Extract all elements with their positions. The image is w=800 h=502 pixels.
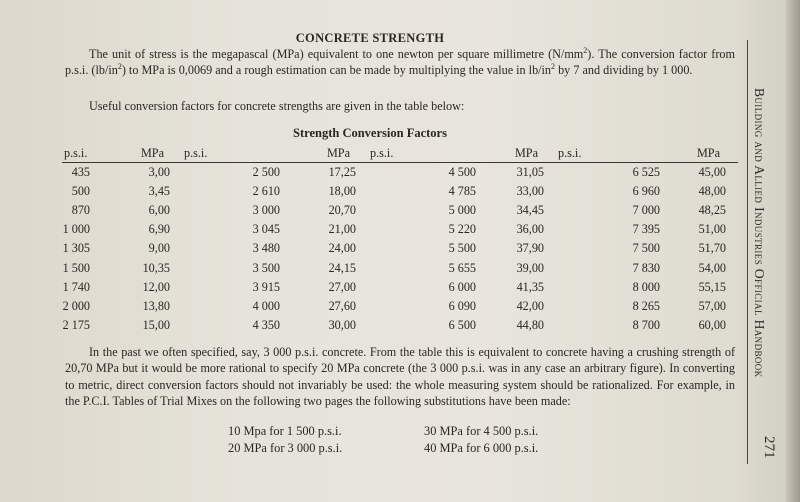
cell-mpa: 31,05: [516, 165, 544, 180]
column-header-psi: p.s.i.: [556, 145, 674, 163]
table-header-row: [62, 145, 738, 163]
cell-psi: 1 305: [62, 241, 90, 256]
intro-text-3: ) to MPa is 0,0069 and a rough estimation can be made by multiplying the value in lb/in: [121, 63, 552, 78]
substitution-item: 40 MPa for 6 000 p.s.i.: [424, 441, 539, 455]
cell-psi: 8 265: [632, 298, 660, 313]
cell-psi: 7 830: [632, 260, 660, 275]
cell-psi: 3 045: [252, 222, 280, 237]
cell-psi: 6 000: [448, 279, 476, 294]
page-gutter: [786, 0, 800, 502]
cell-mpa: 12,00: [142, 279, 170, 294]
cell-psi: 3 000: [252, 203, 280, 218]
cell-mpa: 9,00: [148, 241, 170, 256]
cell-mpa: 21,00: [328, 222, 356, 237]
cell-psi: 870: [71, 203, 90, 218]
superscript-2: 2: [117, 62, 122, 72]
cell-mpa: 6,90: [148, 222, 170, 237]
cell-mpa: 54,00: [698, 260, 726, 275]
intro-text-4: by 7 and dividing by 1 000.: [555, 63, 693, 78]
cell-psi: 7 395: [632, 222, 660, 237]
cell-mpa: 30,00: [328, 317, 356, 332]
column-header-psi: p.s.i.: [368, 145, 490, 163]
intro-text-2: ). The conversion factor from p.s.i. (lb/in: [65, 47, 735, 78]
cell-psi: 5 220: [448, 222, 476, 237]
cell-mpa: 34,45: [516, 203, 544, 218]
cell-psi: 5 000: [448, 203, 476, 218]
cell-mpa: 6,00: [148, 203, 170, 218]
strength-conversion-table: [62, 145, 738, 335]
cell-mpa: 55,15: [698, 279, 726, 294]
cell-mpa: 39,00: [516, 260, 544, 275]
column-header-mpa: MPa: [674, 145, 738, 163]
page-number: 271: [761, 436, 777, 459]
cell-psi: 8 700: [632, 317, 660, 332]
cell-psi: 7 500: [632, 241, 660, 256]
cell-psi: 4 000: [252, 298, 280, 313]
cell-mpa: 24,00: [328, 241, 356, 256]
column-header-psi: p.s.i.: [62, 145, 120, 163]
table-row: [62, 220, 738, 239]
body-paragraph: In the past we often specified, say, 3 000 p.s.i. concrete. From the table this is equivalent to concrete having a crushing strength of 20,70 MPa but it would be more rational to specify 20 MPa concrete (the 3 000 p.s.i. was in any case an arbitrary figure). In converting to metric, direct conversion factors should not invariably be used: the whole measuring system should be rationalized. For example, in the P.C.I. Tables of Trial Mixes on the following two pages the following substitutions have been made:: [65, 345, 735, 408]
cell-psi: 6 525: [632, 165, 660, 180]
cell-psi: 2 500: [252, 165, 280, 180]
cell-psi: 1 500: [62, 260, 90, 275]
cell-mpa: 17,25: [328, 165, 356, 180]
substitution-item: 20 MPa for 3 000 p.s.i.: [228, 441, 343, 455]
table-row: [62, 163, 738, 183]
cell-psi: 2 610: [252, 184, 280, 199]
intro-text-1: The unit of stress is the megapascal (MPa) equivalent to one newton per square millimetre (N/mm: [89, 47, 584, 61]
cell-psi: 7 000: [632, 203, 660, 218]
cell-psi: 1 000: [62, 222, 90, 237]
cell-mpa: 48,25: [698, 203, 726, 218]
cell-psi: 3 915: [252, 279, 280, 294]
cell-mpa: 41,35: [516, 279, 544, 294]
table-row: [62, 201, 738, 220]
cell-psi: 435: [71, 165, 90, 180]
table-row: [62, 297, 738, 316]
cell-psi: 2 000: [62, 298, 90, 313]
table-row: [62, 182, 738, 201]
substitutions-left: [228, 423, 342, 457]
intro-paragraph: [65, 46, 735, 79]
cell-psi: 6 500: [448, 317, 476, 332]
cell-psi: 5 655: [448, 260, 476, 275]
running-head: Building and Allied Industries Official Handbook: [752, 88, 767, 378]
cell-mpa: 3,00: [148, 165, 170, 180]
table-intro-paragraph: Useful conversion factors for concrete strengths are given in the table below:: [89, 99, 465, 113]
cell-psi: 6 090: [448, 298, 476, 313]
superscript-2: 2: [551, 62, 556, 72]
cell-mpa: 48,00: [698, 184, 726, 199]
cell-psi: 6 960: [632, 184, 660, 199]
cell-mpa: 51,00: [698, 222, 726, 237]
substitution-item: 30 MPa for 4 500 p.s.i.: [424, 424, 539, 438]
table-row: [62, 278, 738, 297]
cell-psi: 8 000: [632, 279, 660, 294]
cell-mpa: 27,00: [328, 279, 356, 294]
cell-psi: 2 175: [62, 317, 90, 332]
cell-mpa: 13,80: [142, 298, 170, 313]
cell-psi: 4 785: [448, 184, 476, 199]
cell-psi: 5 500: [448, 241, 476, 256]
table-row: [62, 258, 738, 277]
column-header-mpa: MPa: [490, 145, 556, 163]
cell-mpa: 37,90: [516, 241, 544, 256]
cell-mpa: 33,00: [516, 184, 544, 199]
column-header-psi: p.s.i.: [182, 145, 294, 163]
cell-mpa: 44,80: [516, 317, 544, 332]
cell-mpa: 24,15: [328, 260, 356, 275]
cell-mpa: 51,70: [698, 241, 726, 256]
cell-mpa: 20,70: [328, 203, 356, 218]
cell-mpa: 27,60: [328, 298, 356, 313]
cell-psi: 1 740: [62, 279, 90, 294]
cell-psi: 3 500: [252, 260, 280, 275]
cell-psi: 4 350: [252, 317, 280, 332]
cell-psi: 3 480: [252, 241, 280, 256]
substitutions-right: [424, 423, 538, 457]
column-header-mpa: MPa: [120, 145, 182, 163]
cell-mpa: 45,00: [698, 165, 726, 180]
table-title: Strength Conversion Factors: [293, 126, 447, 140]
cell-mpa: 18,00: [328, 184, 356, 199]
cell-mpa: 10,35: [142, 260, 170, 275]
superscript-2: 2: [583, 45, 588, 55]
cell-mpa: 36,00: [516, 222, 544, 237]
cell-mpa: 15,00: [142, 317, 170, 332]
cell-psi: 500: [71, 184, 90, 199]
column-header-mpa: MPa: [294, 145, 368, 163]
table-body: [62, 163, 738, 335]
cell-mpa: 42,00: [516, 298, 544, 313]
cell-mpa: 57,00: [698, 298, 726, 313]
table-row: [62, 239, 738, 258]
section-heading: CONCRETE STRENGTH: [295, 31, 445, 45]
table-row: [62, 316, 738, 335]
substitution-item: 10 Mpa for 1 500 p.s.i.: [228, 424, 342, 438]
cell-psi: 4 500: [448, 165, 476, 180]
cell-mpa: 3,45: [148, 184, 170, 199]
cell-mpa: 60,00: [698, 317, 726, 332]
